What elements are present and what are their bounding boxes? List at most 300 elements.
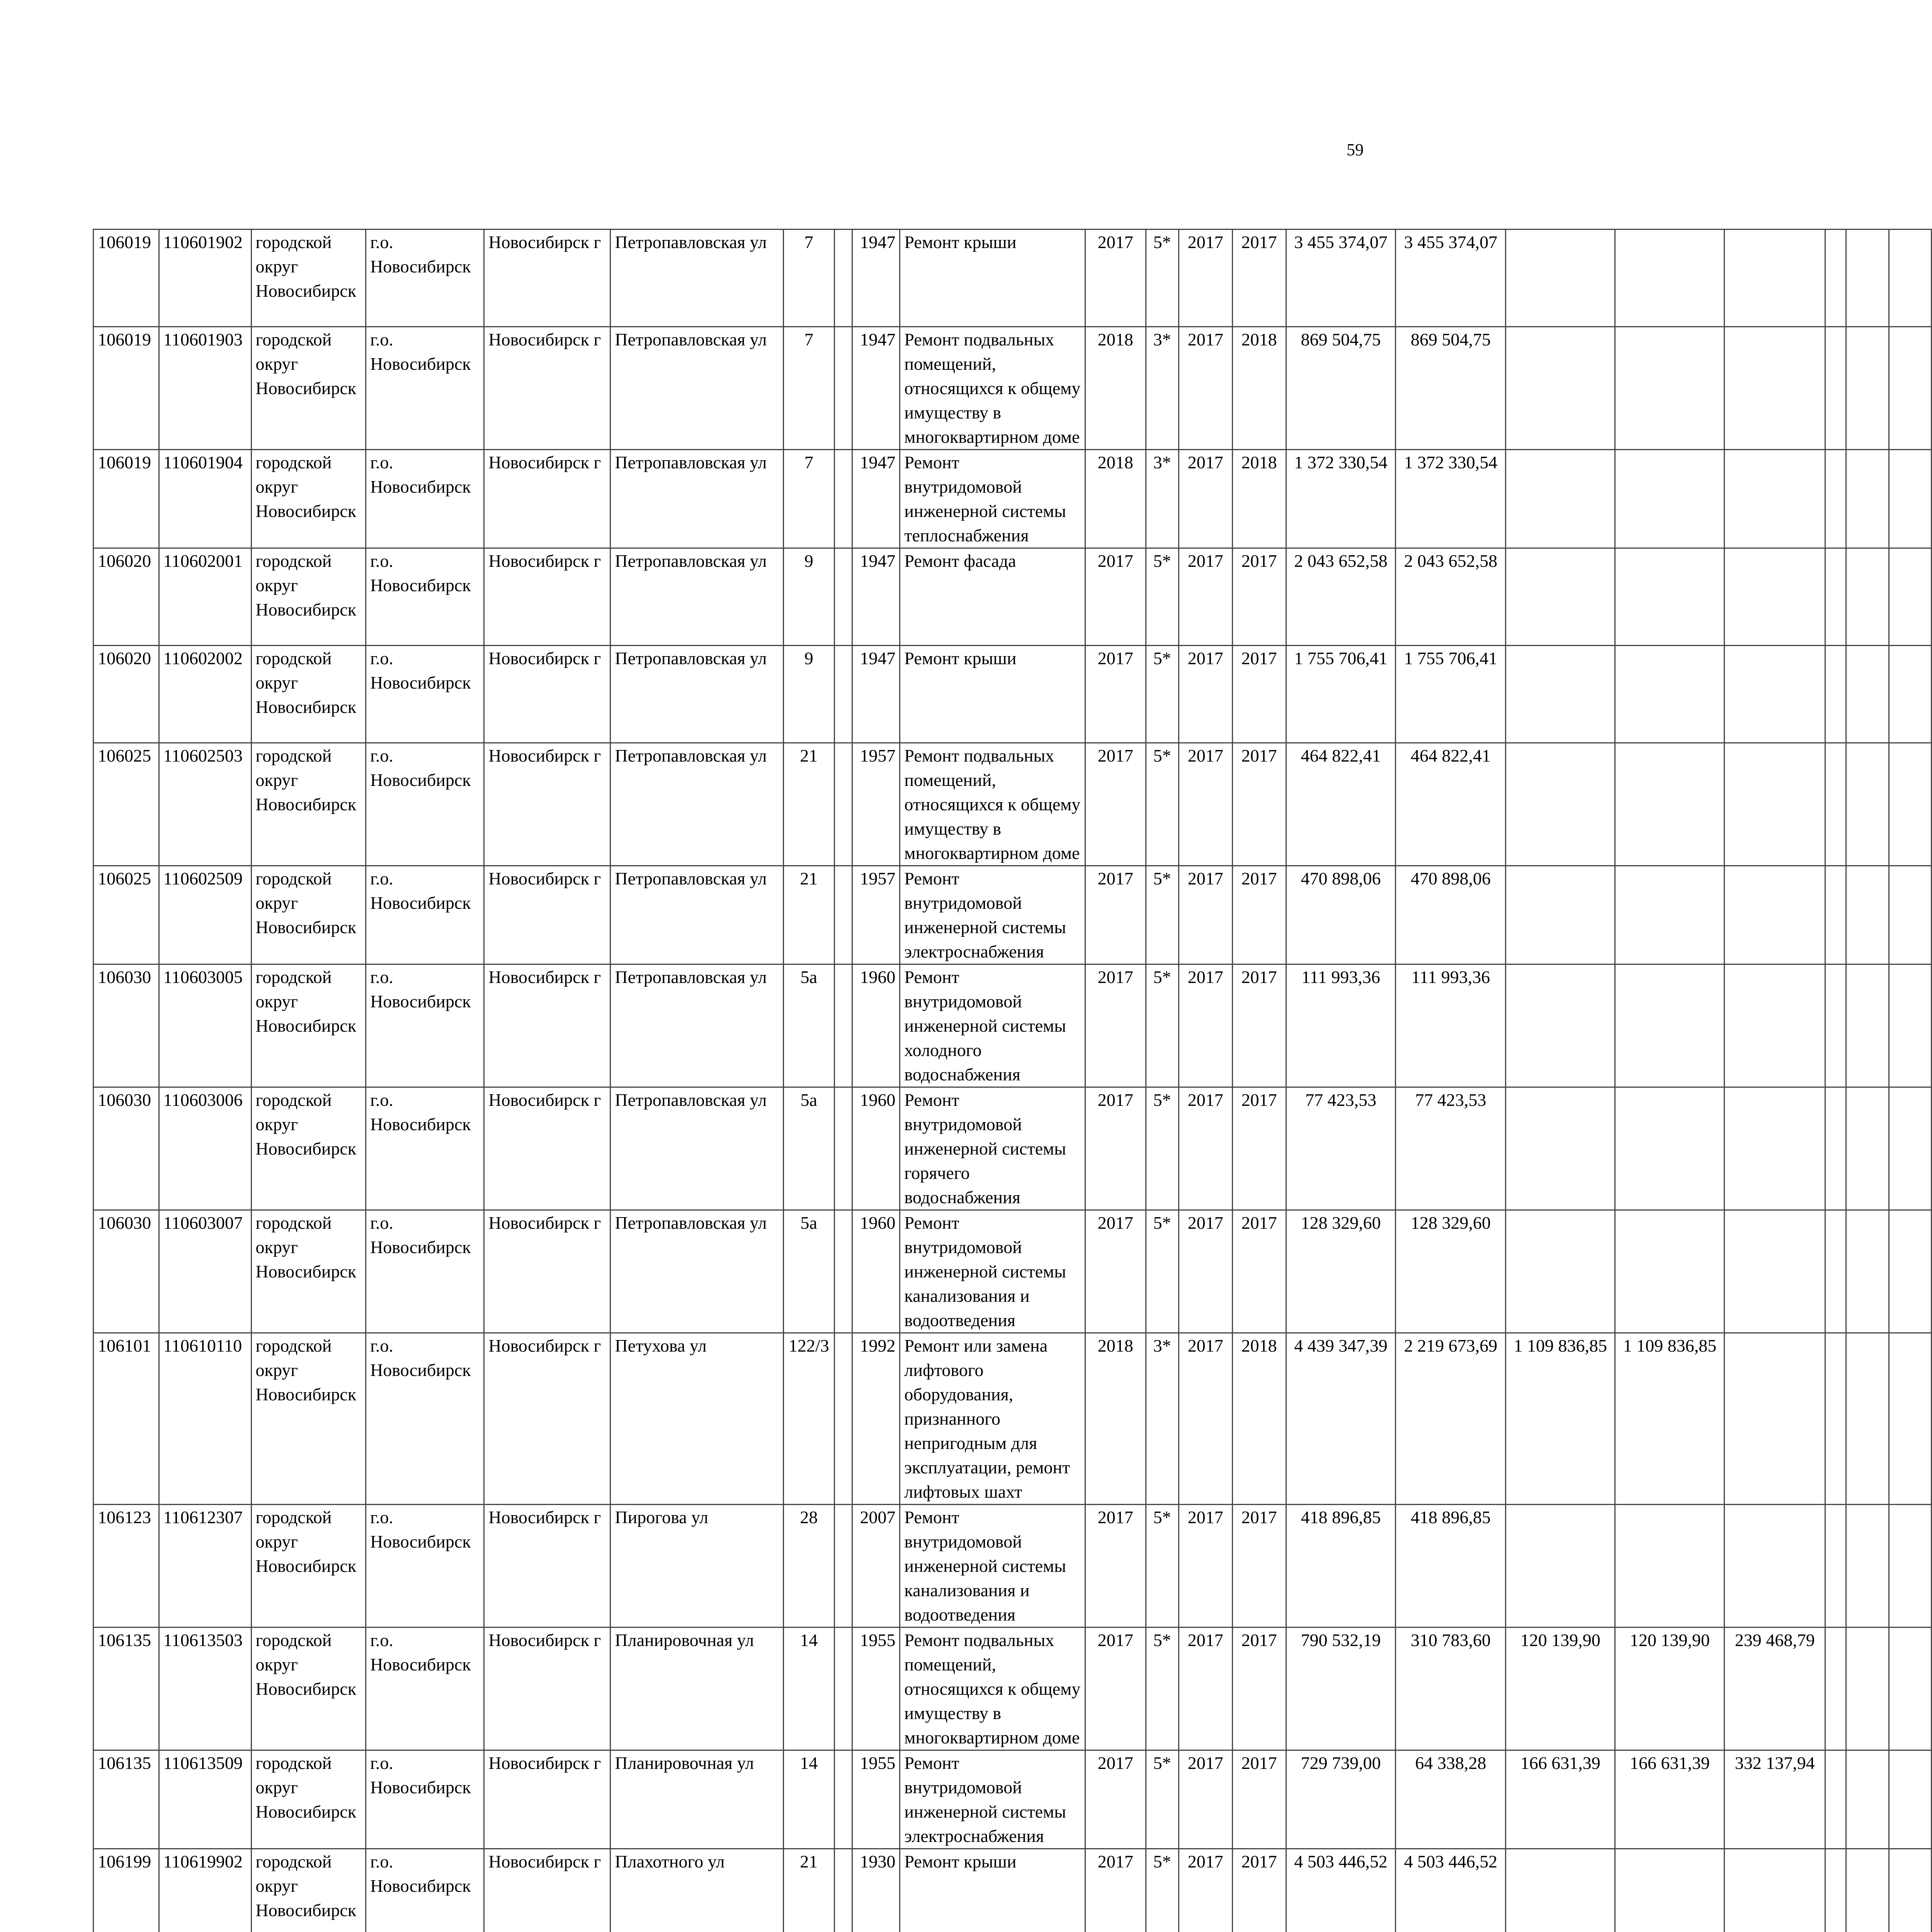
work-type-cell: Ремонт внутридомовой инженерной системы холодного водоснабжения <box>900 964 1085 1087</box>
year-from-cell: 2017 <box>1179 450 1232 548</box>
settlement-cell: Новосибирск г <box>484 964 611 1087</box>
build-year-cell: 1947 <box>852 646 900 743</box>
year-to-cell: 2017 <box>1232 743 1286 866</box>
extra-3-cell <box>1889 646 1931 743</box>
plan-year-cell: 2017 <box>1085 646 1146 743</box>
house-number-cell: 9 <box>783 548 834 646</box>
house-letter-cell <box>834 964 852 1087</box>
total-cost-cell: 418 896,85 <box>1286 1505 1396 1628</box>
extra-3-cell <box>1889 327 1931 450</box>
municipality-cell: городской округ Новосибирск <box>251 1628 366 1750</box>
settlement-cell: Новосибирск г <box>484 1750 611 1849</box>
year-from-cell: 2017 <box>1179 1210 1232 1333</box>
total-cost-cell: 1 372 330,54 <box>1286 450 1396 548</box>
year-to-cell: 2017 <box>1232 1849 1286 1932</box>
year-from-cell: 2017 <box>1179 1750 1232 1849</box>
municipality-cell: городской округ Новосибирск <box>251 1849 366 1932</box>
extra-1-cell <box>1825 866 1846 964</box>
category-cell: 5* <box>1146 964 1179 1087</box>
fund-amount-cell: 1 755 706,41 <box>1396 646 1506 743</box>
settlement-cell: Новосибирск г <box>484 1628 611 1750</box>
house-letter-cell <box>834 1628 852 1750</box>
build-year-cell: 1947 <box>852 450 900 548</box>
settlement-cell: Новосибирск г <box>484 327 611 450</box>
fund-amount-cell: 464 822,41 <box>1396 743 1506 866</box>
category-cell: 5* <box>1146 1505 1179 1628</box>
house-letter-cell <box>834 1333 852 1505</box>
table-row <box>94 1505 1932 1628</box>
house-number-cell: 7 <box>783 230 834 327</box>
category-cell: 3* <box>1146 327 1179 450</box>
street-cell: Пирогова ул <box>611 1505 784 1628</box>
work-code-cell: 110619902 <box>159 1849 251 1932</box>
fund-amount-cell: 2 043 652,58 <box>1396 548 1506 646</box>
house-letter-cell <box>834 1210 852 1333</box>
plan-year-cell: 2017 <box>1085 1087 1146 1210</box>
object-id-cell: 106101 <box>94 1333 159 1505</box>
extra-2-cell <box>1846 646 1889 743</box>
object-id-cell: 106020 <box>94 646 159 743</box>
object-id-cell: 106135 <box>94 1628 159 1750</box>
build-year-cell: 1947 <box>852 548 900 646</box>
extra-1-cell <box>1825 548 1846 646</box>
house-number-cell: 21 <box>783 1849 834 1932</box>
category-cell: 3* <box>1146 1333 1179 1505</box>
plan-year-cell: 2017 <box>1085 1210 1146 1333</box>
house-number-cell: 21 <box>783 743 834 866</box>
street-cell: Плахотного ул <box>611 1849 784 1932</box>
street-cell: Планировочная ул <box>611 1750 784 1849</box>
street-cell: Петропавловская ул <box>611 646 784 743</box>
table-row <box>94 327 1932 450</box>
table-row <box>94 1210 1932 1333</box>
work-type-cell: Ремонт крыши <box>900 230 1085 327</box>
table-row <box>94 548 1932 646</box>
year-to-cell: 2017 <box>1232 230 1286 327</box>
municipality-cell: городской округ Новосибирск <box>251 646 366 743</box>
source-1-cell <box>1506 1505 1615 1628</box>
fund-amount-cell: 111 993,36 <box>1396 964 1506 1087</box>
extra-3-cell <box>1889 866 1931 964</box>
total-cost-cell: 4 503 446,52 <box>1286 1849 1396 1932</box>
house-number-cell: 5а <box>783 964 834 1087</box>
source-3-cell <box>1725 548 1825 646</box>
build-year-cell: 1957 <box>852 743 900 866</box>
total-cost-cell: 790 532,19 <box>1286 1628 1396 1750</box>
settlement-cell: Новосибирск г <box>484 646 611 743</box>
house-letter-cell <box>834 450 852 548</box>
year-from-cell: 2017 <box>1179 230 1232 327</box>
year-from-cell: 2017 <box>1179 327 1232 450</box>
extra-3-cell <box>1889 548 1931 646</box>
plan-year-cell: 2017 <box>1085 964 1146 1087</box>
settlement-cell: Новосибирск г <box>484 1087 611 1210</box>
house-letter-cell <box>834 1750 852 1849</box>
table-row <box>94 964 1932 1087</box>
district-cell: г.о. Новосибирск <box>366 646 484 743</box>
district-cell: г.о. Новосибирск <box>366 230 484 327</box>
source-1-cell: 1 109 836,85 <box>1506 1333 1615 1505</box>
table-row <box>94 1333 1932 1505</box>
work-type-cell: Ремонт внутридомовой инженерной системы канализования и водоотведения <box>900 1210 1085 1333</box>
repair-program-table <box>93 229 1932 1932</box>
build-year-cell: 1960 <box>852 964 900 1087</box>
source-1-cell <box>1506 1087 1615 1210</box>
source-3-cell <box>1725 1087 1825 1210</box>
work-type-cell: Ремонт крыши <box>900 1849 1085 1932</box>
work-code-cell: 110602509 <box>159 866 251 964</box>
district-cell: г.о. Новосибирск <box>366 1210 484 1333</box>
object-id-cell: 106020 <box>94 548 159 646</box>
extra-3-cell <box>1889 1333 1931 1505</box>
fund-amount-cell: 470 898,06 <box>1396 866 1506 964</box>
municipality-cell: городской округ Новосибирск <box>251 964 366 1087</box>
year-to-cell: 2018 <box>1232 450 1286 548</box>
settlement-cell: Новосибирск г <box>484 548 611 646</box>
category-cell: 5* <box>1146 1087 1179 1210</box>
source-3-cell <box>1725 230 1825 327</box>
settlement-cell: Новосибирск г <box>484 866 611 964</box>
fund-amount-cell: 1 372 330,54 <box>1396 450 1506 548</box>
street-cell: Петропавловская ул <box>611 964 784 1087</box>
house-number-cell: 122/3 <box>783 1333 834 1505</box>
settlement-cell: Новосибирск г <box>484 450 611 548</box>
work-type-cell: Ремонт внутридомовой инженерной системы электроснабжения <box>900 1750 1085 1849</box>
object-id-cell: 106025 <box>94 743 159 866</box>
extra-2-cell <box>1846 1210 1889 1333</box>
fund-amount-cell: 128 329,60 <box>1396 1210 1506 1333</box>
year-from-cell: 2017 <box>1179 866 1232 964</box>
extra-3-cell <box>1889 1849 1931 1932</box>
object-id-cell: 106030 <box>94 1087 159 1210</box>
extra-2-cell <box>1846 327 1889 450</box>
plan-year-cell: 2017 <box>1085 1628 1146 1750</box>
source-3-cell <box>1725 450 1825 548</box>
source-2-cell <box>1615 1087 1725 1210</box>
year-to-cell: 2018 <box>1232 1333 1286 1505</box>
source-2-cell <box>1615 964 1725 1087</box>
object-id-cell: 106030 <box>94 1210 159 1333</box>
category-cell: 5* <box>1146 866 1179 964</box>
street-cell: Петропавловская ул <box>611 450 784 548</box>
extra-2-cell <box>1846 548 1889 646</box>
extra-3-cell <box>1889 1628 1931 1750</box>
year-from-cell: 2017 <box>1179 964 1232 1087</box>
year-to-cell: 2018 <box>1232 327 1286 450</box>
house-letter-cell <box>834 646 852 743</box>
municipality-cell: городской округ Новосибирск <box>251 866 366 964</box>
settlement-cell: Новосибирск г <box>484 230 611 327</box>
source-3-cell <box>1725 743 1825 866</box>
work-type-cell: Ремонт внутридомовой инженерной системы теплоснабжения <box>900 450 1085 548</box>
table-row <box>94 743 1932 866</box>
extra-3-cell <box>1889 1505 1931 1628</box>
work-code-cell: 110602001 <box>159 548 251 646</box>
year-to-cell: 2017 <box>1232 866 1286 964</box>
build-year-cell: 1947 <box>852 327 900 450</box>
extra-1-cell <box>1825 1333 1846 1505</box>
year-to-cell: 2017 <box>1232 1087 1286 1210</box>
extra-2-cell <box>1846 230 1889 327</box>
plan-year-cell: 2018 <box>1085 450 1146 548</box>
fund-amount-cell: 3 455 374,07 <box>1396 230 1506 327</box>
district-cell: г.о. Новосибирск <box>366 548 484 646</box>
municipality-cell: городской округ Новосибирск <box>251 230 366 327</box>
extra-1-cell <box>1825 327 1846 450</box>
district-cell: г.о. Новосибирск <box>366 1087 484 1210</box>
house-number-cell: 7 <box>783 450 834 548</box>
extra-2-cell <box>1846 866 1889 964</box>
work-type-cell: Ремонт внутридомовой инженерной системы электроснабжения <box>900 866 1085 964</box>
district-cell: г.о. Новосибирск <box>366 450 484 548</box>
year-to-cell: 2017 <box>1232 964 1286 1087</box>
extra-1-cell <box>1825 1628 1846 1750</box>
source-3-cell <box>1725 646 1825 743</box>
work-code-cell: 110612307 <box>159 1505 251 1628</box>
build-year-cell: 1957 <box>852 866 900 964</box>
house-number-cell: 7 <box>783 327 834 450</box>
table-row <box>94 1849 1932 1932</box>
year-to-cell: 2017 <box>1232 1628 1286 1750</box>
extra-1-cell <box>1825 743 1846 866</box>
municipality-cell: городской округ Новосибирск <box>251 743 366 866</box>
street-cell: Петропавловская ул <box>611 230 784 327</box>
work-code-cell: 110603005 <box>159 964 251 1087</box>
extra-2-cell <box>1846 743 1889 866</box>
extra-2-cell <box>1846 1849 1889 1932</box>
district-cell: г.о. Новосибирск <box>366 327 484 450</box>
year-to-cell: 2017 <box>1232 646 1286 743</box>
source-3-cell: 239 468,79 <box>1725 1628 1825 1750</box>
extra-2-cell <box>1846 1505 1889 1628</box>
plan-year-cell: 2017 <box>1085 1849 1146 1932</box>
category-cell: 3* <box>1146 450 1179 548</box>
work-type-cell: Ремонт подвальных помещений, относящихся к общему имуществу в многоквартирном доме <box>900 1628 1085 1750</box>
extra-3-cell <box>1889 1087 1931 1210</box>
street-cell: Петропавловская ул <box>611 1210 784 1333</box>
municipality-cell: городской округ Новосибирск <box>251 327 366 450</box>
municipality-cell: городской округ Новосибирск <box>251 548 366 646</box>
plan-year-cell: 2017 <box>1085 230 1146 327</box>
source-2-cell <box>1615 1210 1725 1333</box>
source-2-cell: 120 139,90 <box>1615 1628 1725 1750</box>
total-cost-cell: 111 993,36 <box>1286 964 1396 1087</box>
street-cell: Петухова ул <box>611 1333 784 1505</box>
extra-1-cell <box>1825 964 1846 1087</box>
source-3-cell <box>1725 1505 1825 1628</box>
total-cost-cell: 729 739,00 <box>1286 1750 1396 1849</box>
settlement-cell: Новосибирск г <box>484 1210 611 1333</box>
extra-1-cell <box>1825 450 1846 548</box>
work-type-cell: Ремонт внутридомовой инженерной системы канализования и водоотведения <box>900 1505 1085 1628</box>
house-letter-cell <box>834 548 852 646</box>
source-3-cell <box>1725 1849 1825 1932</box>
object-id-cell: 106199 <box>94 1849 159 1932</box>
source-2-cell <box>1615 548 1725 646</box>
work-type-cell: Ремонт крыши <box>900 646 1085 743</box>
settlement-cell: Новосибирск г <box>484 1849 611 1932</box>
district-cell: г.о. Новосибирск <box>366 1628 484 1750</box>
category-cell: 5* <box>1146 1210 1179 1333</box>
source-2-cell <box>1615 1505 1725 1628</box>
total-cost-cell: 869 504,75 <box>1286 327 1396 450</box>
source-2-cell <box>1615 1849 1725 1932</box>
district-cell: г.о. Новосибирск <box>366 743 484 866</box>
street-cell: Петропавловская ул <box>611 866 784 964</box>
district-cell: г.о. Новосибирск <box>366 1333 484 1505</box>
plan-year-cell: 2017 <box>1085 1505 1146 1628</box>
house-number-cell: 9 <box>783 646 834 743</box>
build-year-cell: 1947 <box>852 230 900 327</box>
work-code-cell: 110603007 <box>159 1210 251 1333</box>
street-cell: Петропавловская ул <box>611 548 784 646</box>
house-letter-cell <box>834 1849 852 1932</box>
house-number-cell: 28 <box>783 1505 834 1628</box>
total-cost-cell: 128 329,60 <box>1286 1210 1396 1333</box>
source-3-cell <box>1725 1210 1825 1333</box>
source-1-cell <box>1506 1210 1615 1333</box>
total-cost-cell: 4 439 347,39 <box>1286 1333 1396 1505</box>
plan-year-cell: 2017 <box>1085 548 1146 646</box>
source-1-cell <box>1506 327 1615 450</box>
object-id-cell: 106030 <box>94 964 159 1087</box>
source-1-cell: 166 631,39 <box>1506 1750 1615 1849</box>
municipality-cell: городской округ Новосибирск <box>251 1505 366 1628</box>
work-code-cell: 110601904 <box>159 450 251 548</box>
category-cell: 5* <box>1146 1750 1179 1849</box>
object-id-cell: 106019 <box>94 450 159 548</box>
extra-1-cell <box>1825 230 1846 327</box>
table-row <box>94 450 1932 548</box>
district-cell: г.о. Новосибирск <box>366 1505 484 1628</box>
source-2-cell <box>1615 450 1725 548</box>
source-2-cell <box>1615 866 1725 964</box>
source-3-cell <box>1725 1333 1825 1505</box>
source-1-cell <box>1506 964 1615 1087</box>
house-letter-cell <box>834 743 852 866</box>
work-code-cell: 110613509 <box>159 1750 251 1849</box>
source-2-cell <box>1615 327 1725 450</box>
source-1-cell <box>1506 450 1615 548</box>
build-year-cell: 1930 <box>852 1849 900 1932</box>
source-2-cell: 1 109 836,85 <box>1615 1333 1725 1505</box>
house-number-cell: 5а <box>783 1210 834 1333</box>
work-type-cell: Ремонт внутридомовой инженерной системы горячего водоснабжения <box>900 1087 1085 1210</box>
extra-2-cell <box>1846 1333 1889 1505</box>
extra-3-cell <box>1889 1750 1931 1849</box>
district-cell: г.о. Новосибирск <box>366 1849 484 1932</box>
source-2-cell: 166 631,39 <box>1615 1750 1725 1849</box>
house-number-cell: 14 <box>783 1628 834 1750</box>
extra-2-cell <box>1846 1087 1889 1210</box>
municipality-cell: городской округ Новосибирск <box>251 1210 366 1333</box>
extra-1-cell <box>1825 1849 1846 1932</box>
work-type-cell: Ремонт или замена лифтового оборудования, признанного непригодным для эксплуатации, ремонт лифтовых шахт <box>900 1333 1085 1505</box>
settlement-cell: Новосибирск г <box>484 1505 611 1628</box>
extra-2-cell <box>1846 450 1889 548</box>
plan-year-cell: 2017 <box>1085 1750 1146 1849</box>
plan-year-cell: 2018 <box>1085 327 1146 450</box>
street-cell: Планировочная ул <box>611 1628 784 1750</box>
house-letter-cell <box>834 327 852 450</box>
source-1-cell: 120 139,90 <box>1506 1628 1615 1750</box>
work-type-cell: Ремонт подвальных помещений, относящихся к общему имуществу в многоквартирном доме <box>900 743 1085 866</box>
year-from-cell: 2017 <box>1179 646 1232 743</box>
work-type-cell: Ремонт подвальных помещений, относящихся к общему имуществу в многоквартирном доме <box>900 327 1085 450</box>
year-to-cell: 2017 <box>1232 548 1286 646</box>
object-id-cell: 106025 <box>94 866 159 964</box>
settlement-cell: Новосибирск г <box>484 1333 611 1505</box>
house-number-cell: 21 <box>783 866 834 964</box>
fund-amount-cell: 869 504,75 <box>1396 327 1506 450</box>
plan-year-cell: 2017 <box>1085 743 1146 866</box>
category-cell: 5* <box>1146 1628 1179 1750</box>
settlement-cell: Новосибирск г <box>484 743 611 866</box>
table-row <box>94 1750 1932 1849</box>
extra-1-cell <box>1825 1750 1846 1849</box>
year-from-cell: 2017 <box>1179 743 1232 866</box>
source-3-cell <box>1725 964 1825 1087</box>
work-code-cell: 110610110 <box>159 1333 251 1505</box>
source-3-cell: 332 137,94 <box>1725 1750 1825 1849</box>
table-row <box>94 230 1932 327</box>
extra-2-cell <box>1846 1750 1889 1849</box>
category-cell: 5* <box>1146 1849 1179 1932</box>
work-code-cell: 110602503 <box>159 743 251 866</box>
street-cell: Петропавловская ул <box>611 1087 784 1210</box>
street-cell: Петропавловская ул <box>611 327 784 450</box>
table-body <box>94 230 1932 1932</box>
source-1-cell <box>1506 230 1615 327</box>
house-number-cell: 14 <box>783 1750 834 1849</box>
source-2-cell <box>1615 230 1725 327</box>
object-id-cell: 106019 <box>94 327 159 450</box>
year-from-cell: 2017 <box>1179 1849 1232 1932</box>
extra-2-cell <box>1846 964 1889 1087</box>
table-row <box>94 1628 1932 1750</box>
total-cost-cell: 470 898,06 <box>1286 866 1396 964</box>
source-3-cell <box>1725 866 1825 964</box>
source-1-cell <box>1506 646 1615 743</box>
build-year-cell: 1960 <box>852 1210 900 1333</box>
house-number-cell: 5а <box>783 1087 834 1210</box>
extra-3-cell <box>1889 743 1931 866</box>
extra-2-cell <box>1846 1628 1889 1750</box>
source-2-cell <box>1615 743 1725 866</box>
work-code-cell: 110602002 <box>159 646 251 743</box>
fund-amount-cell: 77 423,53 <box>1396 1087 1506 1210</box>
house-letter-cell <box>834 1505 852 1628</box>
work-code-cell: 110613503 <box>159 1628 251 1750</box>
municipality-cell: городской округ Новосибирск <box>251 1087 366 1210</box>
page-number: 59 <box>0 140 1932 160</box>
house-letter-cell <box>834 1087 852 1210</box>
object-id-cell: 106135 <box>94 1750 159 1849</box>
category-cell: 5* <box>1146 743 1179 866</box>
extra-3-cell <box>1889 1210 1931 1333</box>
street-cell: Петропавловская ул <box>611 743 784 866</box>
plan-year-cell: 2017 <box>1085 866 1146 964</box>
source-1-cell <box>1506 1849 1615 1932</box>
extra-3-cell <box>1889 450 1931 548</box>
house-letter-cell <box>834 866 852 964</box>
year-to-cell: 2017 <box>1232 1505 1286 1628</box>
object-id-cell: 106123 <box>94 1505 159 1628</box>
category-cell: 5* <box>1146 230 1179 327</box>
fund-amount-cell: 310 783,60 <box>1396 1628 1506 1750</box>
build-year-cell: 1955 <box>852 1750 900 1849</box>
district-cell: г.о. Новосибирск <box>366 866 484 964</box>
